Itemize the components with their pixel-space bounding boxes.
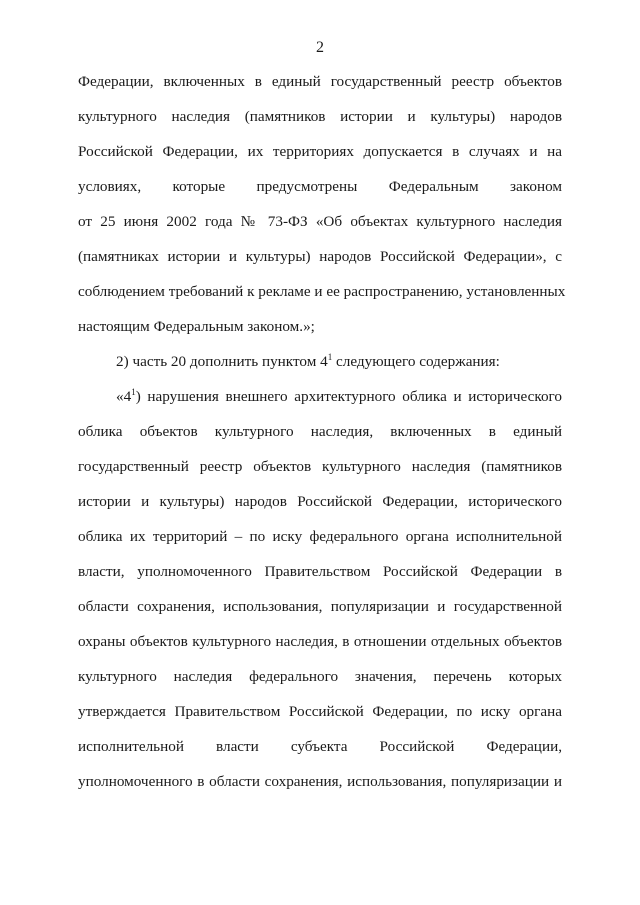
item-2-text-rest: следующего содержания: — [332, 353, 500, 370]
text-line: условиях, которые предусмотрены Федеральным законом — [78, 178, 562, 195]
text-line: истории и культуры) народов Российской Федерации, исторического — [78, 493, 562, 510]
text-line: утверждается Правительством Российской Федерации, по иску органа — [78, 703, 562, 720]
text-line: культурного наследия (памятников истории и культуры) народов — [78, 108, 562, 125]
text-line: области сохранения, использования, популяризации и государственной — [78, 598, 562, 615]
text-line: Российской Федерации, их территориях допускается в случаях и на — [78, 143, 562, 160]
text-line: (памятниках истории и культуры) народов Российской Федерации», с — [78, 248, 562, 265]
quote-open: «4 — [116, 388, 132, 405]
text-line: культурного наследия федерального значения, перечень которых — [78, 668, 562, 685]
text-line: от 25 июня 2002 года № 73-ФЗ «Об объектах культурного наследия — [78, 213, 562, 230]
text-line: облика объектов культурного наследия, включенных в единый — [78, 423, 562, 440]
text-line: настоящим Федеральным законом.»; — [78, 318, 315, 335]
quote-first-rest: ) нарушения внешнего архитектурного облика и исторического — [135, 388, 562, 405]
text-line: соблюдением требований к рекламе и ее распространению, установленных — [78, 283, 566, 300]
page-number: 2 — [316, 39, 324, 56]
superscript: 1 — [327, 351, 333, 362]
text-line: исполнительной власти субъекта Российской Федерации, — [78, 738, 562, 755]
text-line: власти, уполномоченного Правительством Российской Федерации в — [78, 563, 562, 580]
text-line: облика их территорий – по иску федерального органа исполнительной — [78, 528, 562, 545]
quote-first-line — [116, 387, 562, 407]
item-2-line — [116, 352, 562, 372]
item-2-text: 2) часть 20 дополнить пунктом 4 — [116, 353, 328, 370]
text-line: государственный реестр объектов культурного наследия (памятников — [78, 458, 562, 475]
superscript: 1 — [131, 386, 136, 397]
text-line: уполномоченного в области сохранения, использования, популяризации и — [78, 773, 562, 790]
text-line: охраны объектов культурного наследия, в отношении отдельных объектов — [78, 633, 562, 650]
text-line: Федерации, включенных в единый государственный реестр объектов — [78, 73, 562, 90]
